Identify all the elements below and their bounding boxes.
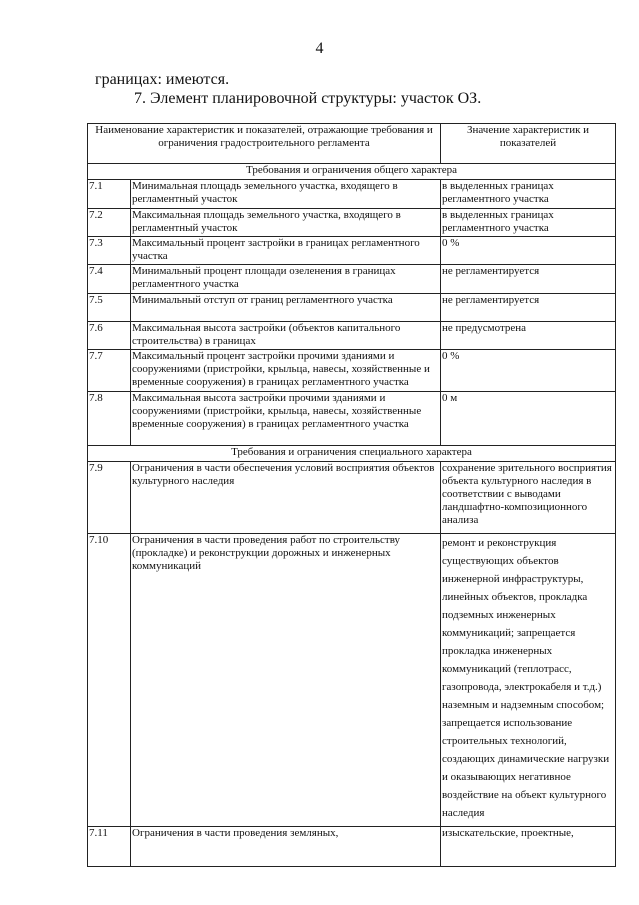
intro-text: границах: имеются.	[95, 71, 230, 88]
row-value: в выделенных границах регламентного участка	[441, 209, 616, 237]
row-name: Минимальная площадь земельного участка, входящего в регламентный участок	[131, 180, 441, 209]
table-row	[88, 180, 616, 209]
table-row	[88, 827, 616, 867]
row-name: Минимальный процент площади озеленения в границах регламентного участка	[131, 265, 441, 294]
table-row	[88, 350, 616, 392]
section-row-general	[88, 164, 616, 180]
header-right: Значение характеристик и показателей	[441, 124, 616, 164]
table-row	[88, 462, 616, 534]
regulations-table	[87, 123, 616, 867]
row-name: Максимальный процент застройки прочими зданиями и сооружениями (пристройки, крыльца, навесы, хозяйственные и временные сооружения) в границах регламентного участка	[131, 350, 441, 392]
section-title-special: Требования и ограничения специального характера	[88, 446, 616, 462]
table-row	[88, 237, 616, 265]
row-value: 0 м	[441, 392, 616, 446]
header-left: Наименование характеристик и показателей, отражающие требования и ограничения градостроительного регламента	[88, 124, 441, 164]
row-number: 7.8	[88, 392, 131, 446]
row-name: Ограничения в части проведения земляных,	[131, 827, 441, 867]
row-number: 7.7	[88, 350, 131, 392]
element-heading: 7. Элемент планировочной структуры: участок ОЗ.	[134, 90, 482, 107]
row-number: 7.10	[88, 534, 131, 827]
row-number: 7.4	[88, 265, 131, 294]
page-number: 4	[315, 40, 324, 57]
row-value: в выделенных границах регламентного участка	[441, 180, 616, 209]
row-number: 7.3	[88, 237, 131, 265]
row-value: не предусмотрена	[441, 322, 616, 350]
section-title-general: Требования и ограничения общего характера	[88, 164, 616, 180]
row-value: 0 %	[441, 350, 616, 392]
row-value: не регламентируется	[441, 294, 616, 322]
table-row	[88, 209, 616, 237]
row-number: 7.2	[88, 209, 131, 237]
row-value: сохранение зрительного восприятия объекта культурного наследия в соответствии с выводами ландшафтно-композиционного анализа	[441, 462, 616, 534]
row-name: Максимальная высота застройки (объектов капитального строительства) в границах	[131, 322, 441, 350]
table-row	[88, 534, 616, 827]
row-value: изыскательские, проектные,	[441, 827, 616, 867]
row-number: 7.6	[88, 322, 131, 350]
row-value: 0 %	[441, 237, 616, 265]
row-name: Ограничения в части проведения работ по строительству (прокладке) и реконструкции дорожных и инженерных коммуникаций	[131, 534, 441, 827]
row-value: не регламентируется	[441, 265, 616, 294]
table-row	[88, 392, 616, 446]
row-name: Максимальная высота застройки прочими зданиями и сооружениями (пристройки, крыльца, навесы, хозяйственные временные сооружения) в границах регламентного участка	[131, 392, 441, 446]
row-name: Ограничения в части обеспечения условий восприятия объектов культурного наследия	[131, 462, 441, 534]
row-value: ремонт и реконструкция существующих объектов инженерной инфраструктуры, линейных объектов, прокладка подземных инженерных коммуникаций; запрещается прокладка инженерных коммуникаций (теплотрасс, газопровода, электрокабеля и т.д.) наземным и надземным способом; запрещается использование строительных технологий, создающих динамические нагрузки и оказывающих негативное воздействие на объект культурного наследия	[441, 534, 616, 827]
row-name: Максимальная площадь земельного участка, входящего в регламентный участок	[131, 209, 441, 237]
row-number: 7.9	[88, 462, 131, 534]
row-number: 7.1	[88, 180, 131, 209]
table-row	[88, 265, 616, 294]
row-name: Максимальный процент застройки в границах регламентного участка	[131, 237, 441, 265]
table-row	[88, 322, 616, 350]
row-number: 7.5	[88, 294, 131, 322]
section-row-special	[88, 446, 616, 462]
row-name: Минимальный отступ от границ регламентного участка	[131, 294, 441, 322]
table-row	[88, 294, 616, 322]
table-header-row	[88, 124, 616, 164]
row-number: 7.11	[88, 827, 131, 867]
